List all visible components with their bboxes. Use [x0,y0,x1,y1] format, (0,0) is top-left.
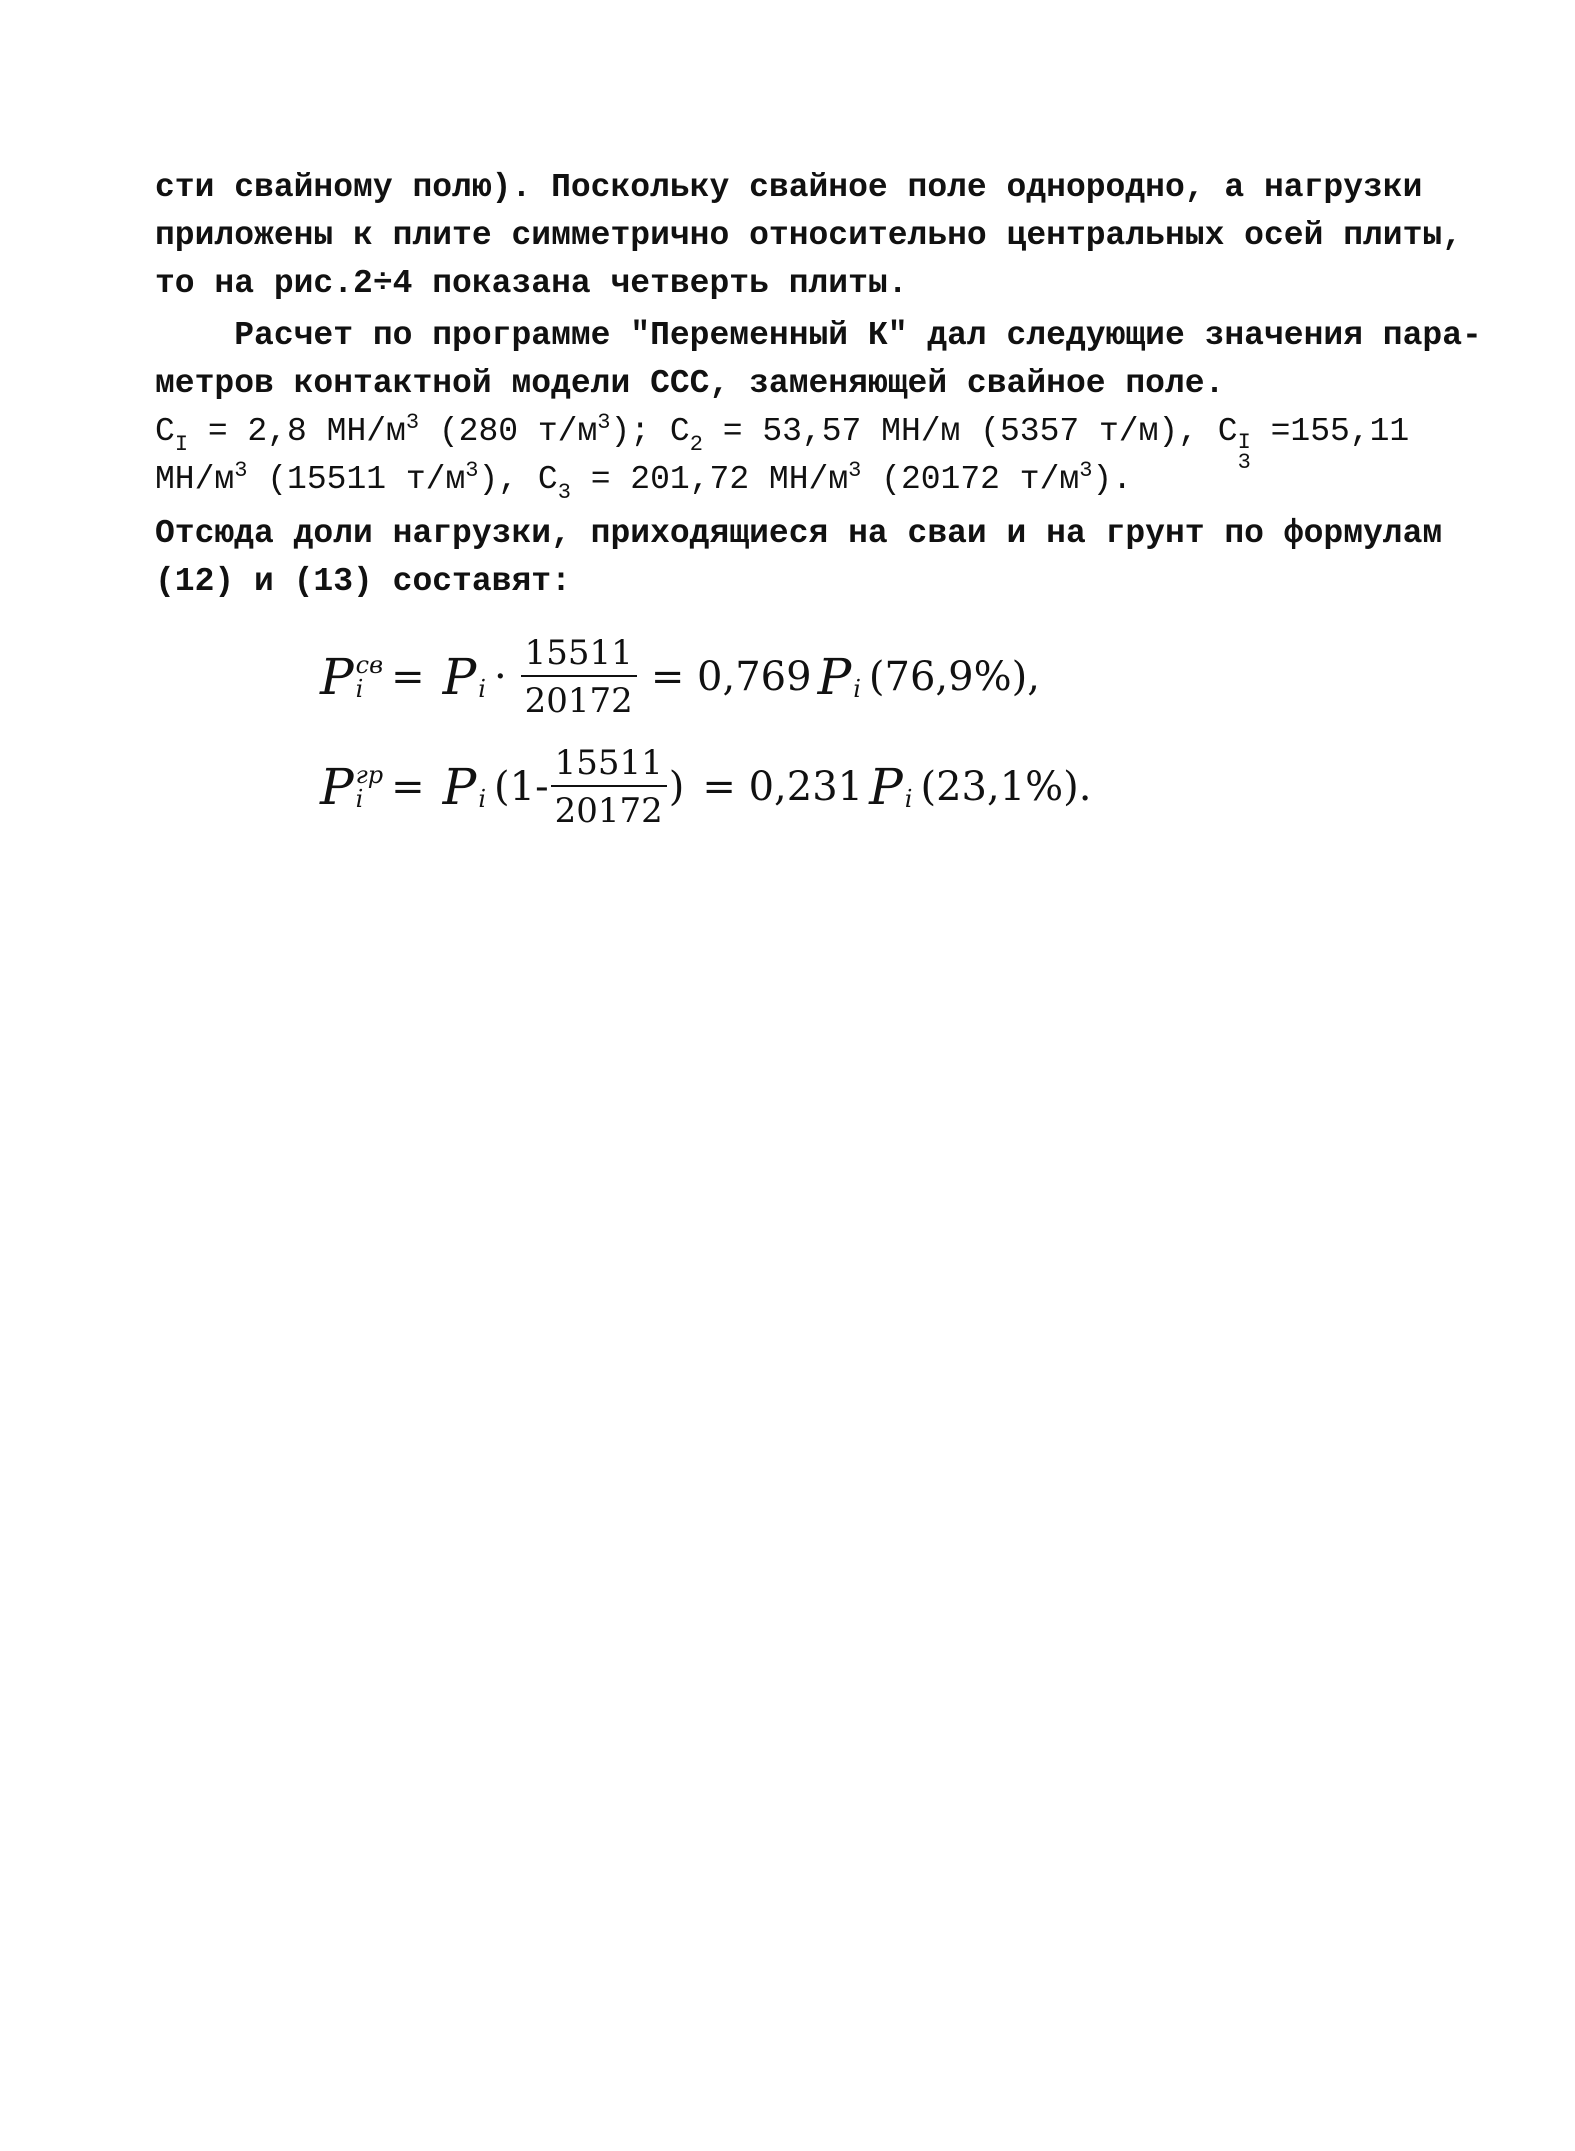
text-line: Отсюда доли нагрузки, приходящиеся на сваи и на грунт по формулам [155,515,1443,552]
text-line: то на рис.2÷4 показана четверть плиты. [155,265,908,302]
params-line-2: $МН/м^3$ (15511 $т/м^3$), $C_3 = 201,72$ $МН/м^3$ (20172 $т/м^3$). [155,458,1132,505]
text-line: метров контактной модели ССС, заменяющей свайное поле. [155,365,1225,402]
formula-piles: P св i = P i · $\frac{15511}{20172}$ = 0,769 P i (76,9%), [320,633,1040,721]
text-line: (12) и (13) составят: [155,563,571,600]
formula-soil: P гр i = P i (1- $\frac{15511}{20172}$ ) = 0,231 P i (23,1%). [320,743,1092,831]
text-line: приложены к плите симметрично относительно центральных осей плиты, [155,217,1463,254]
fraction: $\frac{15511}{20172}$ [521,633,637,721]
params-line-1: $C_I = 2,8$ $МН/м^3$ (280 $т/м^3$); $C_2 = 53,57$ МН/м (5357 т/м), C I 3 =155,11 [155,410,1410,475]
fraction: $\frac{15511}{20172}$ [551,743,667,831]
text-line: Расчет по программе "Переменный К" дал следующие значения пара- [155,317,1482,354]
text-line: сти свайному полю). Поскольку свайное поле однородно, а нагрузки [155,169,1423,206]
